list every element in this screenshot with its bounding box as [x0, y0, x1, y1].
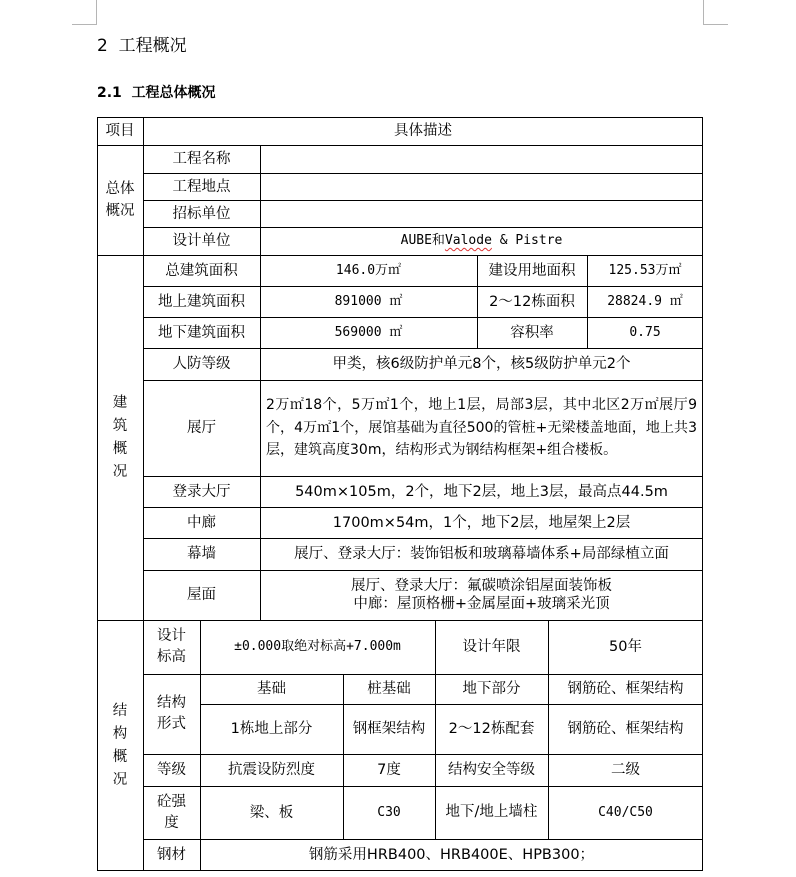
underground-area-label: 地下建筑面积	[158, 324, 245, 341]
vrule-structure-b	[435, 674, 436, 839]
hall-value: 2万㎡18个，5万㎡1个，地上1层，局部3层，其中北区2万㎡展厅9个，4万㎡1个，展馆基础为直径500的管桩+无梁楼盖地面，地上共3层，建筑高度30m，结构形式为钢结构框架+组合楼板。	[266, 397, 697, 459]
civil-defense-label: 人防等级	[172, 356, 231, 372]
section-number: 2	[97, 36, 108, 56]
design-life-label: 设计年限	[462, 639, 521, 655]
buildings-2-12-area-label: 2～12栋面积	[489, 293, 575, 310]
plot-ratio-label: 容积率	[510, 324, 554, 341]
curtain-wall-label: 幕墙	[187, 546, 216, 562]
roof-value-line-1: 展厅、登录大厅：氟碳喷涂铝屋面装饰板	[351, 578, 612, 594]
vrule-group	[143, 117, 144, 871]
structure-group-label: 结构概况	[112, 702, 128, 788]
seismic-intensity-label: 抗震设防烈度	[228, 762, 315, 778]
total-floor-area-label: 总建筑面积	[165, 262, 238, 279]
rule-structure-4	[143, 786, 703, 787]
table-border-left	[97, 117, 98, 871]
rule-building-end	[97, 620, 703, 621]
header-description: 具体描述	[394, 123, 452, 139]
rule-header	[97, 145, 703, 146]
lobby-value: 540m×105m，2个，地下2层，地上3层，最高点44.5m	[295, 483, 668, 500]
beam-slab-grade-value: C30	[377, 804, 401, 820]
wall-column-label: 地下/地上墙柱	[445, 804, 538, 820]
design-life-value: 50年	[609, 639, 642, 655]
rule-building-2	[143, 317, 703, 318]
vrule-area-right	[587, 255, 588, 348]
section-heading	[97, 35, 187, 57]
foundation-label: 基础	[257, 681, 286, 697]
crop-mark-right-horizontal	[703, 24, 728, 25]
rule-general-2	[143, 200, 703, 201]
plot-ratio-value: 0.75	[629, 324, 661, 340]
buildings-2-12-area-value: 28824.9 ㎡	[607, 293, 683, 309]
land-area-value: 125.53万㎡	[608, 262, 682, 278]
rule-structure-3	[143, 754, 703, 755]
rule-structure-2	[200, 704, 703, 705]
wall-column-grade-value: C40/C50	[598, 804, 653, 820]
beam-slab-label: 梁、板	[249, 804, 294, 821]
above-ground-area-value: 891000 ㎡	[334, 293, 403, 309]
underground-area-value: 569000 ㎡	[334, 324, 403, 340]
design-elevation-label: 设计标高	[157, 628, 186, 665]
rule-general-3	[143, 227, 703, 228]
design-unit-label: 设计单位	[172, 233, 231, 249]
subsection-number: 2.1	[97, 85, 122, 101]
rule-building-8	[143, 570, 703, 571]
project-name-value	[260, 145, 703, 173]
vrule-structure-c	[548, 674, 549, 839]
subsection-heading	[97, 83, 216, 103]
section-title: 工程概况	[118, 36, 187, 56]
subsection-title: 工程总体概况	[131, 85, 216, 101]
crop-mark-left-vertical	[96, 0, 97, 24]
rule-general-1	[143, 173, 703, 174]
rule-building-7	[143, 538, 703, 539]
pile-foundation-value: 桩基础	[367, 681, 411, 697]
project-name-label: 工程名称	[172, 151, 231, 167]
lobby-label: 登录大厅	[172, 483, 231, 500]
rule-general-end	[97, 255, 703, 256]
steel-value: 钢筋采用HRB400、HRB400E、HPB300；	[308, 847, 595, 863]
rule-structure-1	[143, 674, 703, 675]
civil-defense-value: 甲类，核6级防护单元8个，核5级防护单元2个	[332, 356, 631, 372]
table-border-top	[97, 117, 703, 118]
land-area-label: 建设用地面积	[488, 262, 576, 279]
rule-building-4	[143, 380, 703, 381]
crop-mark-left-horizontal	[72, 24, 97, 25]
rule-building-5	[143, 476, 703, 477]
building-1-above-ground-label: 1栋地上部分	[230, 721, 313, 737]
general-group-label: 总体概况	[105, 181, 135, 219]
roof-value	[260, 570, 703, 620]
design-elevation-value: ±0.000取绝对标高+7.000m	[234, 639, 401, 654]
crop-mark-right-vertical	[703, 0, 704, 24]
vrule-general-label	[260, 145, 261, 620]
grade-label: 等级	[157, 762, 186, 778]
corridor-label: 中廊	[187, 514, 216, 531]
vrule-structure-c-top	[548, 620, 549, 674]
rule-building-3	[143, 348, 703, 349]
vrule-area-mid	[477, 255, 478, 348]
safety-grade-value: 二级	[611, 762, 640, 778]
building-group-label: 建筑概况	[112, 394, 128, 480]
hall-label: 展厅	[187, 420, 216, 436]
header-item: 项目	[105, 123, 135, 139]
concrete-strength-label: 砼强度	[157, 793, 186, 831]
above-ground-area-label: 地上建筑面积	[158, 293, 245, 310]
buildings-2-12-support-label: 2～12栋配套	[448, 721, 535, 737]
roof-value-line-2: 中廊：屋顶格栅+金属屋面+玻璃采光顶	[353, 596, 610, 612]
bidding-unit-label: 招标单位	[172, 205, 231, 222]
underground-structure-value: 钢筋砼、框架结构	[567, 681, 684, 697]
rule-structure-5	[143, 839, 703, 840]
safety-grade-label: 结构安全等级	[448, 762, 535, 778]
project-location-value	[260, 173, 703, 200]
project-overview-table	[97, 117, 703, 871]
table-border-right	[702, 117, 703, 871]
structural-form-label: 结构形式	[157, 695, 186, 732]
corridor-value: 1700m×54m，1个，地下2层，地屋架上2层	[332, 514, 631, 531]
table-border-bottom	[97, 870, 703, 871]
steel-frame-structure-value: 钢框架结构	[352, 720, 426, 737]
total-floor-area-value: 146.0万㎡	[335, 262, 402, 278]
project-location-label: 工程地点	[172, 178, 231, 195]
roof-label: 屋面	[187, 587, 216, 603]
rule-building-6	[143, 507, 703, 508]
rule-building-1	[143, 286, 703, 287]
vrule-structure-label	[200, 620, 201, 871]
vrule-structure-a	[343, 674, 344, 839]
seismic-intensity-value: 7度	[377, 762, 401, 778]
vrule-structure-b-top	[435, 620, 436, 674]
steel-label: 钢材	[157, 847, 186, 863]
bidding-unit-value	[260, 200, 703, 227]
underground-part-label: 地下部分	[462, 681, 521, 697]
design-unit-value: AUBE和Valode & Pistre	[400, 233, 563, 248]
support-structure-value: 钢筋砼、框架结构	[567, 721, 684, 737]
curtain-wall-value: 展厅、登录大厅：装饰铝板和玻璃幕墙体系+局部绿植立面	[294, 546, 669, 562]
